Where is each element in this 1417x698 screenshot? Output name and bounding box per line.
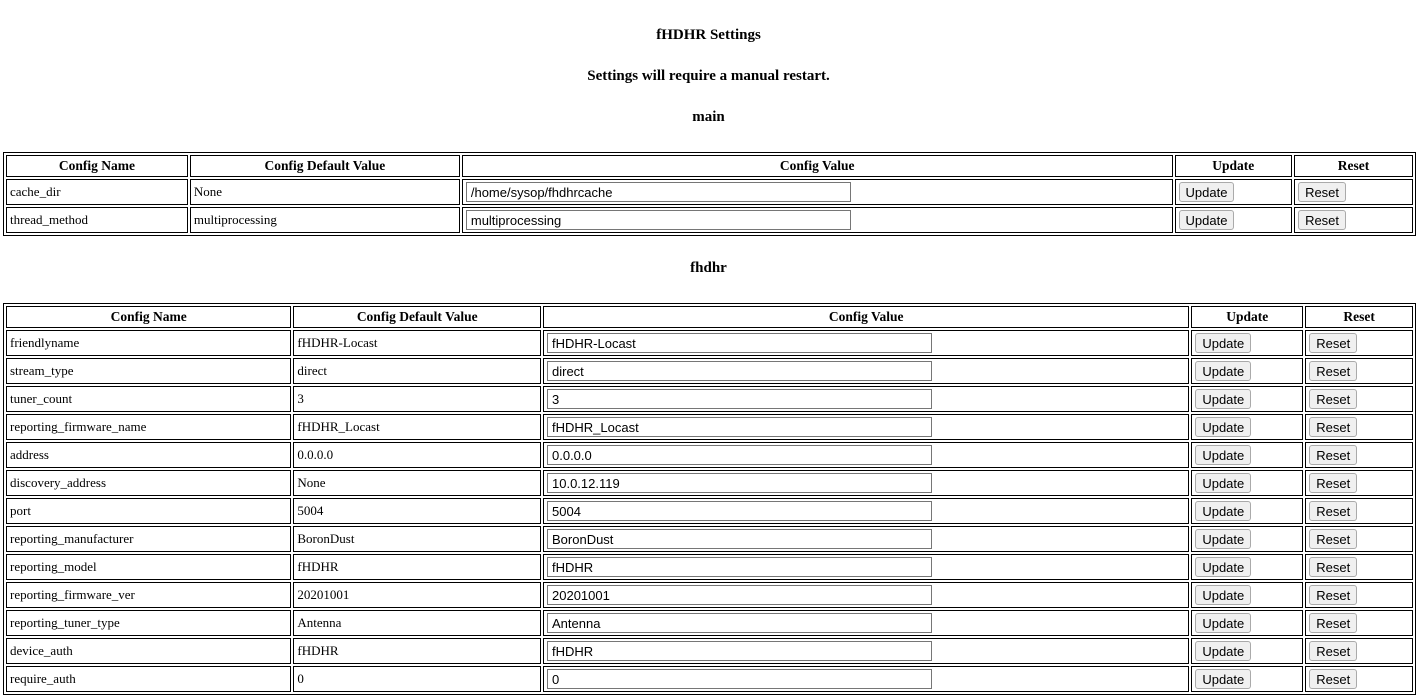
config-value-cell xyxy=(543,330,1189,356)
table-row xyxy=(6,582,1413,608)
config-name-cell: cache_dir xyxy=(6,179,188,205)
config-value-cell xyxy=(462,207,1173,233)
reset-cell xyxy=(1305,330,1413,356)
reset-cell xyxy=(1294,179,1413,205)
update-button[interactable]: Update xyxy=(1195,389,1251,409)
config-default-cell: Antenna xyxy=(293,610,541,636)
config-name-cell: reporting_firmware_name xyxy=(6,414,291,440)
config-value-input[interactable] xyxy=(547,557,932,577)
table-row xyxy=(6,666,1413,692)
update-button[interactable]: Update xyxy=(1195,669,1251,689)
update-button[interactable]: Update xyxy=(1195,529,1251,549)
column-header-config-name: Config Name xyxy=(6,306,291,328)
reset-button[interactable]: Reset xyxy=(1309,473,1357,493)
update-cell xyxy=(1191,582,1303,608)
reset-cell xyxy=(1305,470,1413,496)
config-value-cell xyxy=(543,610,1189,636)
update-button[interactable]: Update xyxy=(1195,417,1251,437)
table-row xyxy=(6,330,1413,356)
update-cell xyxy=(1191,386,1303,412)
config-value-input[interactable] xyxy=(547,641,932,661)
table-row xyxy=(6,610,1413,636)
config-name-cell: reporting_manufacturer xyxy=(6,526,291,552)
config-name-cell: tuner_count xyxy=(6,386,291,412)
config-value-cell xyxy=(543,470,1189,496)
config-default-cell: fHDHR-Locast xyxy=(293,330,541,356)
config-default-cell: 20201001 xyxy=(293,582,541,608)
update-cell xyxy=(1175,207,1293,233)
reset-button[interactable]: Reset xyxy=(1309,445,1357,465)
update-button[interactable]: Update xyxy=(1179,182,1235,202)
section-heading-main: main xyxy=(692,109,725,125)
config-value-cell xyxy=(543,442,1189,468)
config-name-cell: reporting_model xyxy=(6,554,291,580)
config-name-cell: device_auth xyxy=(6,638,291,664)
table-row xyxy=(6,414,1413,440)
update-cell xyxy=(1191,638,1303,664)
config-default-cell: 0.0.0.0 xyxy=(293,442,541,468)
table-row xyxy=(6,526,1413,552)
config-value-input[interactable] xyxy=(466,210,851,230)
config-default-cell: 5004 xyxy=(293,498,541,524)
reset-button[interactable]: Reset xyxy=(1298,210,1346,230)
column-header-update: Update xyxy=(1191,306,1303,328)
config-value-cell xyxy=(543,358,1189,384)
table-row xyxy=(6,498,1413,524)
update-button[interactable]: Update xyxy=(1195,585,1251,605)
config-value-cell xyxy=(543,582,1189,608)
config-name-cell: stream_type xyxy=(6,358,291,384)
config-value-input[interactable] xyxy=(547,445,932,465)
page-title: fHDHR Settings xyxy=(656,27,761,43)
reset-button[interactable]: Reset xyxy=(1309,389,1357,409)
table-row xyxy=(6,470,1413,496)
reset-cell xyxy=(1305,554,1413,580)
column-header-config-default-value: Config Default Value xyxy=(190,155,460,177)
update-button[interactable]: Update xyxy=(1195,501,1251,521)
config-default-cell: None xyxy=(190,179,460,205)
config-default-cell: direct xyxy=(293,358,541,384)
config-name-cell: reporting_firmware_ver xyxy=(6,582,291,608)
config-default-cell: fHDHR_Locast xyxy=(293,414,541,440)
reset-button[interactable]: Reset xyxy=(1309,557,1357,577)
table-row xyxy=(6,207,1413,233)
reset-cell xyxy=(1305,414,1413,440)
reset-button[interactable]: Reset xyxy=(1309,585,1357,605)
config-name-cell: address xyxy=(6,442,291,468)
update-cell xyxy=(1191,330,1303,356)
config-value-cell xyxy=(462,179,1173,205)
table-row xyxy=(6,358,1413,384)
table-row xyxy=(6,638,1413,664)
config-value-cell xyxy=(543,554,1189,580)
update-cell xyxy=(1175,179,1293,205)
update-cell xyxy=(1191,610,1303,636)
restart-notice: Settings will require a manual restart. xyxy=(587,68,830,84)
config-value-input[interactable] xyxy=(547,529,932,549)
config-name-cell: require_auth xyxy=(6,666,291,692)
update-button[interactable]: Update xyxy=(1179,210,1235,230)
header-row xyxy=(6,155,1413,177)
config-value-input[interactable] xyxy=(547,361,932,381)
reset-button[interactable]: Reset xyxy=(1309,333,1357,353)
update-cell xyxy=(1191,470,1303,496)
config-value-cell xyxy=(543,414,1189,440)
reset-cell xyxy=(1305,638,1413,664)
update-button[interactable]: Update xyxy=(1195,613,1251,633)
reset-cell xyxy=(1305,666,1413,692)
config-value-input[interactable] xyxy=(547,613,932,633)
column-header-config-default-value: Config Default Value xyxy=(293,306,541,328)
column-header-config-value: Config Value xyxy=(543,306,1189,328)
config-value-input[interactable] xyxy=(466,182,851,202)
column-header-update: Update xyxy=(1175,155,1293,177)
config-value-cell xyxy=(543,386,1189,412)
config-value-cell xyxy=(543,638,1189,664)
config-value-input[interactable] xyxy=(547,501,932,521)
config-value-input[interactable] xyxy=(547,417,932,437)
column-header-reset: Reset xyxy=(1305,306,1413,328)
config-value-cell xyxy=(543,526,1189,552)
reset-cell xyxy=(1305,610,1413,636)
config-name-cell: reporting_tuner_type xyxy=(6,610,291,636)
config-value-input[interactable] xyxy=(547,585,932,605)
reset-cell xyxy=(1305,386,1413,412)
update-button[interactable]: Update xyxy=(1195,557,1251,577)
reset-cell xyxy=(1305,498,1413,524)
reset-button[interactable]: Reset xyxy=(1309,613,1357,633)
config-default-cell: 0 xyxy=(293,666,541,692)
column-header-config-value: Config Value xyxy=(462,155,1173,177)
config-value-input[interactable] xyxy=(547,389,932,409)
reset-button[interactable]: Reset xyxy=(1309,529,1357,549)
update-cell xyxy=(1191,358,1303,384)
table-row xyxy=(6,554,1413,580)
reset-button[interactable]: Reset xyxy=(1309,417,1357,437)
reset-button[interactable]: Reset xyxy=(1298,182,1346,202)
header-row xyxy=(6,306,1413,328)
config-value-cell xyxy=(543,666,1189,692)
reset-cell xyxy=(1305,358,1413,384)
section-heading-fhdhr: fhdhr xyxy=(690,260,727,276)
column-header-reset: Reset xyxy=(1294,155,1413,177)
update-button[interactable]: Update xyxy=(1195,333,1251,353)
config-default-cell: fHDHR xyxy=(293,638,541,664)
table-row xyxy=(6,386,1413,412)
update-cell xyxy=(1191,666,1303,692)
reset-cell xyxy=(1305,582,1413,608)
reset-cell xyxy=(1305,526,1413,552)
update-button[interactable]: Update xyxy=(1195,641,1251,661)
table-row xyxy=(6,442,1413,468)
reset-cell xyxy=(1305,442,1413,468)
update-cell xyxy=(1191,442,1303,468)
config-name-cell: friendlyname xyxy=(6,330,291,356)
settings-sections xyxy=(3,109,1414,695)
column-header-config-name: Config Name xyxy=(6,155,188,177)
config-default-cell: multiprocessing xyxy=(190,207,460,233)
update-button[interactable]: Update xyxy=(1195,361,1251,381)
reset-cell xyxy=(1294,207,1413,233)
update-button[interactable]: Update xyxy=(1195,445,1251,465)
update-cell xyxy=(1191,498,1303,524)
config-default-cell: 3 xyxy=(293,386,541,412)
update-cell xyxy=(1191,554,1303,580)
reset-button[interactable]: Reset xyxy=(1309,361,1357,381)
config-name-cell: thread_method xyxy=(6,207,188,233)
config-name-cell: discovery_address xyxy=(6,470,291,496)
reset-button[interactable]: Reset xyxy=(1309,501,1357,521)
config-table-fhdhr xyxy=(3,303,1416,695)
config-value-cell xyxy=(543,498,1189,524)
reset-button[interactable]: Reset xyxy=(1309,641,1357,661)
config-value-input[interactable] xyxy=(547,473,932,493)
update-button[interactable]: Update xyxy=(1195,473,1251,493)
config-value-input[interactable] xyxy=(547,669,932,689)
config-value-input[interactable] xyxy=(547,333,932,353)
config-default-cell: fHDHR xyxy=(293,554,541,580)
update-cell xyxy=(1191,526,1303,552)
config-default-cell: BoronDust xyxy=(293,526,541,552)
config-table-main xyxy=(3,152,1416,236)
config-name-cell: port xyxy=(6,498,291,524)
update-cell xyxy=(1191,414,1303,440)
reset-button[interactable]: Reset xyxy=(1309,669,1357,689)
config-default-cell: None xyxy=(293,470,541,496)
table-row xyxy=(6,179,1413,205)
